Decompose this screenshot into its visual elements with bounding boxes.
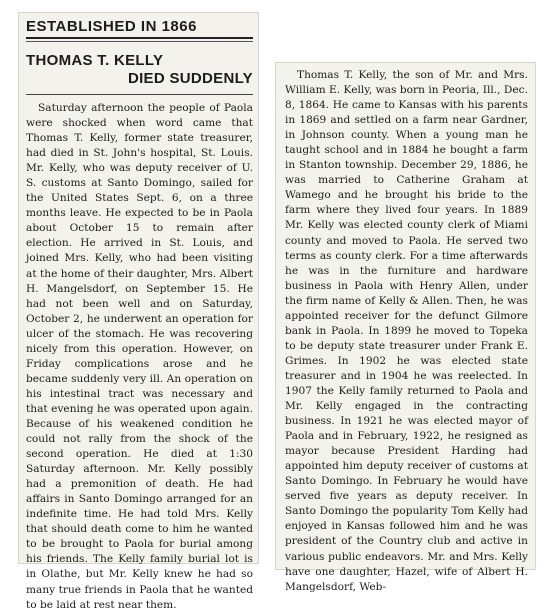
headline-line-2: DIED SUDDENLY bbox=[127, 70, 253, 87]
headline-rule bbox=[26, 94, 253, 95]
masthead-banner: ESTABLISHED IN 1866 bbox=[26, 18, 253, 39]
left-clipping bbox=[18, 12, 259, 611]
article-column-left bbox=[26, 101, 253, 613]
headline-line-1: THOMAS T. KELLY bbox=[26, 52, 164, 69]
masthead-rule bbox=[26, 41, 253, 42]
article-paragraph: Thomas T. Kelly, the son of Mr. and Mrs. William E. Kelly, was born in Peoria, Ill., Dec. 8, 1864. He came to Kansas with his parents in 1869 and settled on a farm near Gardner, in Johnson county. When a young man he taught school and in 1884 he bought a farm in Stanton township. December 29, 1886, he was married to Catherine Graham at Wamego and he brought his bride to the farm where they lived four years. In 1889 Mr. Kelly was elected county clerk of Miami county and moved to Paola. He served two terms as county clerk. For a time afterwards he was in the furniture and hardware business in Paola with Henry Allen, under the firm name of Kelly & Allen. Then, he was appointed receiver for the defunct Gilmore bank in Paola. In 1899 he moved to Topeka to be deputy state treasurer under Frank E. Grimes. In 1902 he was elected state treasurer and in 1904 he was reelected. In 1907 the Kelly family returned to Paola and Mr. Kelly engaged in the contracting business. In 1921 he was elected mayor of Paola and in February, 1922, he resigned as mayor because President Harding had appointed him deputy receiver of customs at Santo Domingo. In February he would have served five years as deputy receiver. In Santo Domingo the popularity Tom Kelly had enjoyed in Kansas followed him and he was president of the Country club and active in various public endeavors. Mr. and Mrs. Kelly have one daughter, Hazel, wife of Albert H. Mangelsdorf, Web- bbox=[285, 69, 528, 593]
article-column-right bbox=[285, 68, 528, 595]
right-clipping bbox=[275, 62, 536, 593]
article-paragraph: Saturday afternoon the people of Paola were shocked when word came that Thomas T. Kelly, former state treasurer, had died in St. John's hospital, St. Louis. Mr. Kelly, who was deputy receiver of U. S. customs at Santo Domingo, sailed for the United States Sept. 6, on a three months leave. He expected to be in Paola about October 15 to remain after election. He arrived in St. Louis, and joined Mrs. Kelly, who had been visiting at the home of their daughter, Mrs. Albert H. Mangelsdorf, on September 15. He had not been well and on Saturday, October 2, he underwent an operation for ulcer of the stomach. He was recovering nicely from this operation. However, on Friday complications arose and he became suddenly very ill. An operation on his intestinal tract was necessary and that evening he was operated upon again. Because of his weakened condition he could not rally from the shock of the second operation. He died at 1:30 Saturday afternoon. Mr. Kelly possibly had a premonition of death. He had affairs in Santo Domingo arranged for an indefinite time. He had told Mrs. Kelly that should death come to him he wanted to be brought to Paola for burial among his friends. The Kelly family burial lot is in Olathe, but Mr. Kelly knew he had so many true friends in Paola that he wanted to be laid at rest near them. bbox=[26, 102, 253, 611]
